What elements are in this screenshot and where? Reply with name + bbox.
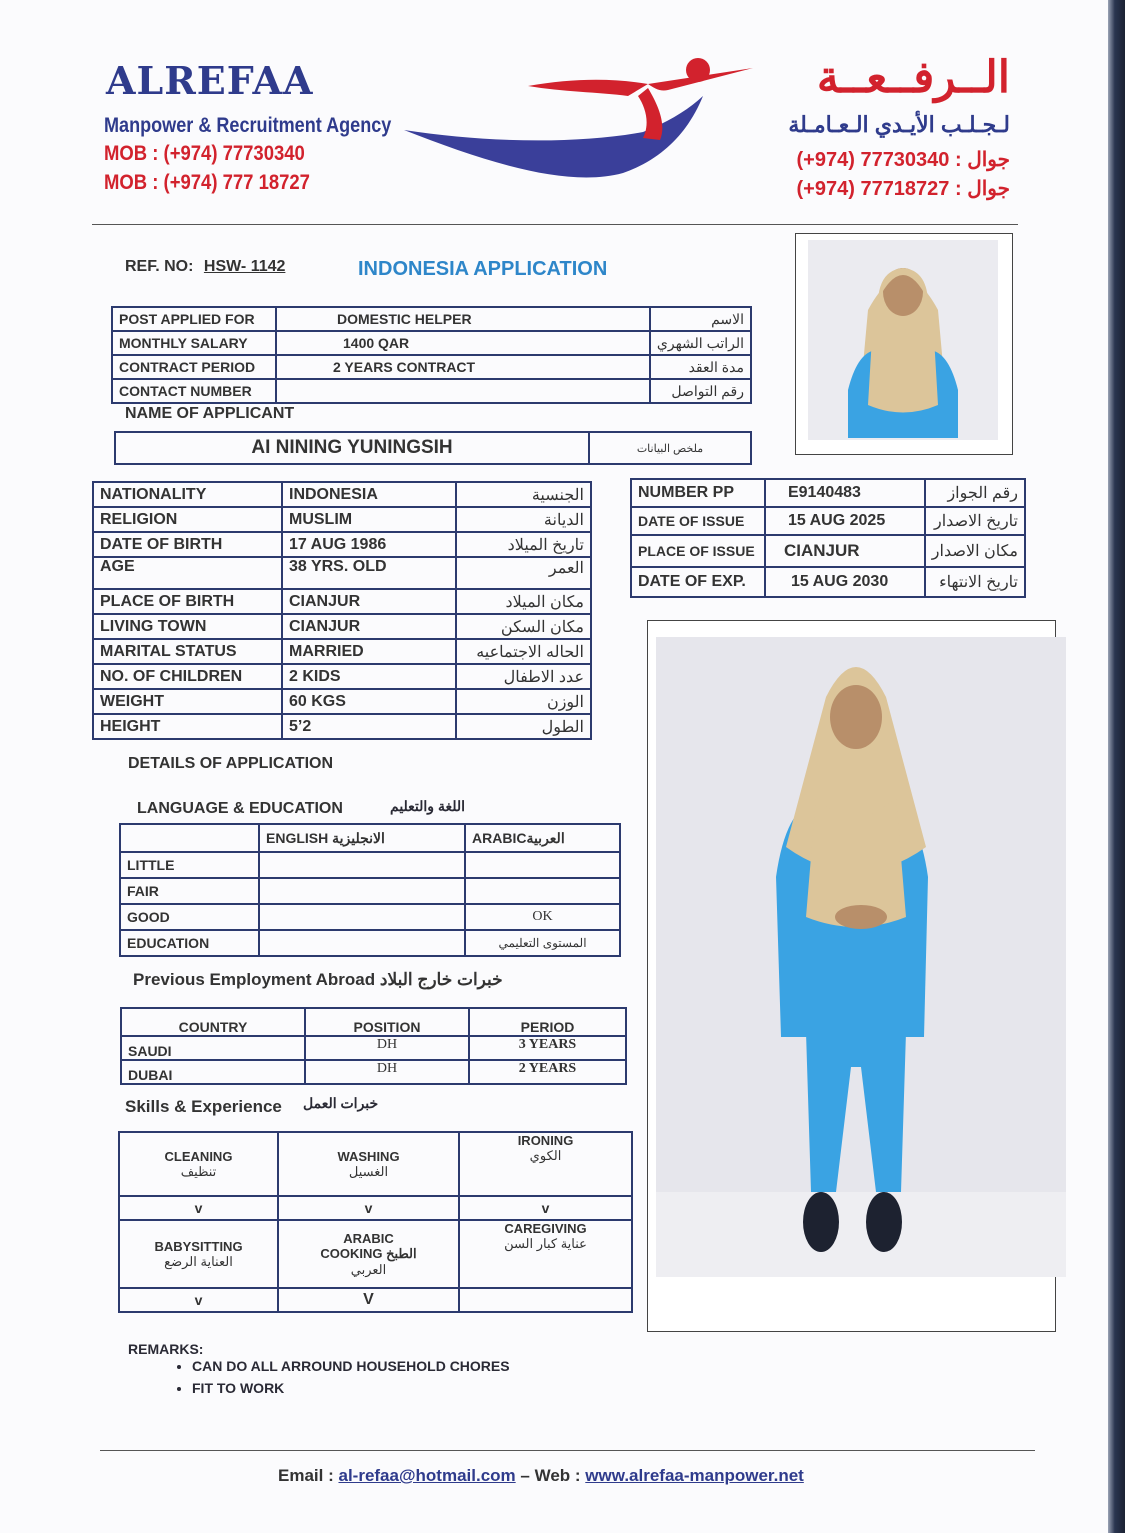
full-body-photo <box>656 637 1066 1277</box>
children-label: NO. OF CHILDREN <box>93 664 282 689</box>
logo-icon <box>398 48 758 183</box>
level-good: GOOD <box>120 904 259 930</box>
skill-arabic-cooking <box>278 1220 459 1288</box>
table-row <box>119 1132 632 1196</box>
skill-name: CAREGIVING <box>504 1221 587 1236</box>
arabic-agency-name: لـجـلـب الأيـدي الـعـامـلة <box>788 112 1010 137</box>
footer-divider <box>100 1450 1035 1451</box>
check-mark <box>459 1288 632 1312</box>
check-mark: v <box>278 1196 459 1220</box>
skill-name-ar: العناية الرضع <box>164 1253 233 1269</box>
language-label: LANGUAGE & EDUCATION <box>137 800 343 817</box>
table-row <box>93 482 591 507</box>
table-row <box>93 532 591 557</box>
table-row <box>93 589 591 614</box>
skill-name-ar: تنظيف <box>180 1163 217 1179</box>
table-row <box>120 930 620 956</box>
education-level: المستوى التعليمي <box>465 930 620 956</box>
marital-value: MARRIED <box>282 639 456 664</box>
table-row <box>112 355 751 379</box>
age-value: 38 YRS. OLD <box>282 557 456 589</box>
nationality-value: INDONESIA <box>282 482 456 507</box>
table-row <box>112 379 751 403</box>
level-fair: FAIR <box>120 878 259 904</box>
skill-ironing <box>459 1132 632 1196</box>
table-row <box>93 557 591 589</box>
table-row <box>115 432 751 464</box>
post-table <box>111 306 752 404</box>
english-little <box>259 852 465 878</box>
skill-name-ar: الكوي <box>529 1148 562 1163</box>
application-title: INDONESIA APPLICATION <box>358 258 608 280</box>
contact-label-ar: رقم التواصل <box>650 379 751 403</box>
web-label: – Web : <box>520 1466 581 1485</box>
post-label: POST APPLIED FOR <box>112 307 276 331</box>
level-little: LITTLE <box>120 852 259 878</box>
arabic-little <box>465 852 620 878</box>
mobile-number-2: MOB : (+974) 777 18727 <box>104 171 310 194</box>
table-row <box>631 507 1025 535</box>
period-header: PERIOD <box>469 1008 626 1036</box>
children-value: 2 KIDS <box>282 664 456 689</box>
period-value: 3 YEARS <box>469 1036 626 1060</box>
arabic-column-header: ARABICالعربية <box>465 824 620 852</box>
contract-value: 2 YEARS CONTRACT <box>276 355 650 379</box>
name-label: NAME OF APPLICANT <box>125 405 295 422</box>
contact-label: CONTACT NUMBER <box>112 379 276 403</box>
country-header: COUNTRY <box>121 1008 305 1036</box>
expiry-date-label: DATE OF EXP. <box>631 567 765 597</box>
email-link[interactable]: al-refaa@hotmail.com <box>338 1466 516 1485</box>
skill-name: BABYSITTING <box>154 1238 243 1254</box>
passport-number-value: E9140483 <box>765 479 925 507</box>
background-edge <box>1108 0 1125 1533</box>
height-label-ar: الطول <box>456 714 591 739</box>
pob-label: PLACE OF BIRTH <box>93 589 282 614</box>
email-label: Email : <box>278 1466 334 1485</box>
check-mark: v <box>119 1196 278 1220</box>
header-divider <box>92 224 1018 225</box>
skill-caregiving <box>459 1220 632 1288</box>
expiry-date-value: 15 AUG 2030 <box>765 567 925 597</box>
weight-value: 60 KGS <box>282 689 456 714</box>
arabic-mobile-2: (+974) 77718727 : جوال <box>796 178 1010 200</box>
english-good <box>259 904 465 930</box>
check-mark: v <box>459 1196 632 1220</box>
dob-label-ar: تاريخ الميلاد <box>456 532 591 557</box>
table-row <box>93 689 591 714</box>
table-row <box>93 664 591 689</box>
table-row <box>121 1060 626 1084</box>
weight-label: WEIGHT <box>93 689 282 714</box>
issue-place-label-ar: مكان الاصدار <box>925 535 1025 567</box>
issue-place-label: PLACE OF ISSUE <box>631 535 765 567</box>
country-value: SAUDI <box>121 1036 305 1060</box>
table-row <box>119 1220 632 1288</box>
check-mark: v <box>119 1288 278 1312</box>
table-row <box>120 904 620 930</box>
table-row <box>121 1036 626 1060</box>
arabic-good: OK <box>465 904 620 930</box>
expiry-date-label-ar: تاريخ الانتهاء <box>925 567 1025 597</box>
table-row <box>93 507 591 532</box>
table-row <box>120 824 620 852</box>
education-english <box>259 930 465 956</box>
living-town-value: CIANJUR <box>282 614 456 639</box>
personal-info-table <box>92 481 592 740</box>
footer-contact <box>278 1466 804 1486</box>
language-header-blank <box>120 824 259 852</box>
reference-value: HSW- 1142 <box>203 258 286 275</box>
portrait-photo <box>808 240 998 440</box>
employment-table <box>120 1007 627 1085</box>
issue-date-value: 15 AUG 2025 <box>765 507 925 535</box>
passport-table <box>630 478 1026 598</box>
table-row <box>120 852 620 878</box>
skills-table <box>118 1131 633 1313</box>
religion-value: MUSLIM <box>282 507 456 532</box>
full-photo-frame <box>647 620 1056 1332</box>
height-value: 5’2 <box>282 714 456 739</box>
post-value: DOMESTIC HELPER <box>276 307 650 331</box>
skill-babysitting <box>119 1220 278 1288</box>
pob-label-ar: مكان الميلاد <box>456 589 591 614</box>
skills-label-ar: خبرات العمل <box>303 1095 379 1111</box>
pob-value: CIANJUR <box>282 589 456 614</box>
age-label-ar: العمر <box>456 557 591 589</box>
remark-item: • CAN DO ALL ARROUND HOUSEHOLD CHORES <box>192 1358 510 1374</box>
skill-name: IRONING <box>517 1133 574 1148</box>
table-row <box>120 878 620 904</box>
living-town-label-ar: مكان السكن <box>456 614 591 639</box>
table-row <box>93 714 591 739</box>
salary-value: 1400 QAR <box>276 331 650 355</box>
issue-date-label-ar: تاريخ الاصدار <box>925 507 1025 535</box>
issue-date-label: DATE OF ISSUE <box>631 507 765 535</box>
reference-number <box>125 258 285 276</box>
salary-label: MONTHLY SALARY <box>112 331 276 355</box>
skill-name: CLEANING <box>164 1148 233 1164</box>
english-column-header: ENGLISH الانجليزية <box>259 824 465 852</box>
arabic-brand-name: الــرفــعــة <box>816 53 1010 102</box>
table-row <box>93 639 591 664</box>
skill-name: WASHING <box>337 1148 400 1164</box>
table-row <box>631 479 1025 507</box>
skills-label: Skills & Experience <box>125 1097 282 1116</box>
table-row <box>631 567 1025 597</box>
position-value: DH <box>305 1060 469 1084</box>
remarks-label: REMARKS: <box>128 1341 204 1357</box>
english-fair <box>259 878 465 904</box>
skill-name: ARABIC <box>343 1230 394 1246</box>
salary-label-ar: الراتب الشهري <box>650 331 751 355</box>
religion-label-ar: الديانة <box>456 507 591 532</box>
post-label-ar: الاسم <box>650 307 751 331</box>
name-table <box>114 431 752 465</box>
position-header: POSITION <box>305 1008 469 1036</box>
marital-label-ar: الحاله الاجتماعيه <box>456 639 591 664</box>
arabic-fair <box>465 878 620 904</box>
table-row <box>121 1008 626 1036</box>
remarks-list <box>160 1352 510 1402</box>
skill-name-ar: الغسيل <box>348 1163 389 1179</box>
applicant-name: AI NINING YUNINGSIH <box>115 432 589 464</box>
table-row <box>112 331 751 355</box>
language-table <box>119 823 621 957</box>
passport-number-label-ar: رقم الجواز <box>925 479 1025 507</box>
employment-label: Previous Employment Abroad خبرات خارج البلاد <box>133 970 503 989</box>
details-label: DETAILS OF APPLICATION <box>128 755 334 772</box>
check-mark: V <box>278 1288 459 1312</box>
height-label: HEIGHT <box>93 714 282 739</box>
living-town-label: LIVING TOWN <box>93 614 282 639</box>
position-value: DH <box>305 1036 469 1060</box>
mobile-number-1: MOB : (+974) 77730340 <box>104 142 305 165</box>
passport-number-label: NUMBER PP <box>631 479 765 507</box>
country-value: DUBAI <box>121 1060 305 1084</box>
period-value: 2 YEARS <box>469 1060 626 1084</box>
skill-name-ar: العربي <box>350 1261 387 1277</box>
nationality-label-ar: الجنسية <box>456 482 591 507</box>
agency-name: Manpower & Recruitment Agency <box>104 114 392 137</box>
children-label-ar: عدد الاطفال <box>456 664 591 689</box>
language-label-ar: اللغة والتعليم <box>390 798 466 814</box>
portrait-photo-frame <box>795 233 1013 455</box>
marital-label: MARITAL STATUS <box>93 639 282 664</box>
reference-label: REF. NO: <box>125 258 194 275</box>
skill-name-ar: عناية كبار السن <box>504 1236 587 1251</box>
brand-name: ALREFAA <box>106 58 314 103</box>
summary-label-ar: ملخص البيانات <box>589 432 751 464</box>
table-row <box>631 535 1025 567</box>
weight-label-ar: الوزن <box>456 689 591 714</box>
contract-label: CONTRACT PERIOD <box>112 355 276 379</box>
issue-place-value: CIANJUR <box>765 535 925 567</box>
religion-label: RELIGION <box>93 507 282 532</box>
skill-washing <box>278 1132 459 1196</box>
nationality-label: NATIONALITY <box>93 482 282 507</box>
table-row <box>119 1196 632 1220</box>
dob-label: DATE OF BIRTH <box>93 532 282 557</box>
website-link[interactable]: www.alrefaa-manpower.net <box>585 1466 804 1485</box>
remark-item: • FIT TO WORK <box>192 1380 510 1396</box>
skill-cleaning <box>119 1132 278 1196</box>
dob-value: 17 AUG 1986 <box>282 532 456 557</box>
skill-name-2: COOKING الطبخ <box>320 1245 417 1261</box>
table-row <box>119 1288 632 1312</box>
contact-value <box>276 379 650 403</box>
contract-label-ar: مدة العقد <box>650 355 751 379</box>
age-label: AGE <box>93 557 282 589</box>
arabic-mobile-1: (+974) 77730340 : جوال <box>796 149 1010 171</box>
table-row <box>112 307 751 331</box>
education-label: EDUCATION <box>120 930 259 956</box>
table-row <box>93 614 591 639</box>
